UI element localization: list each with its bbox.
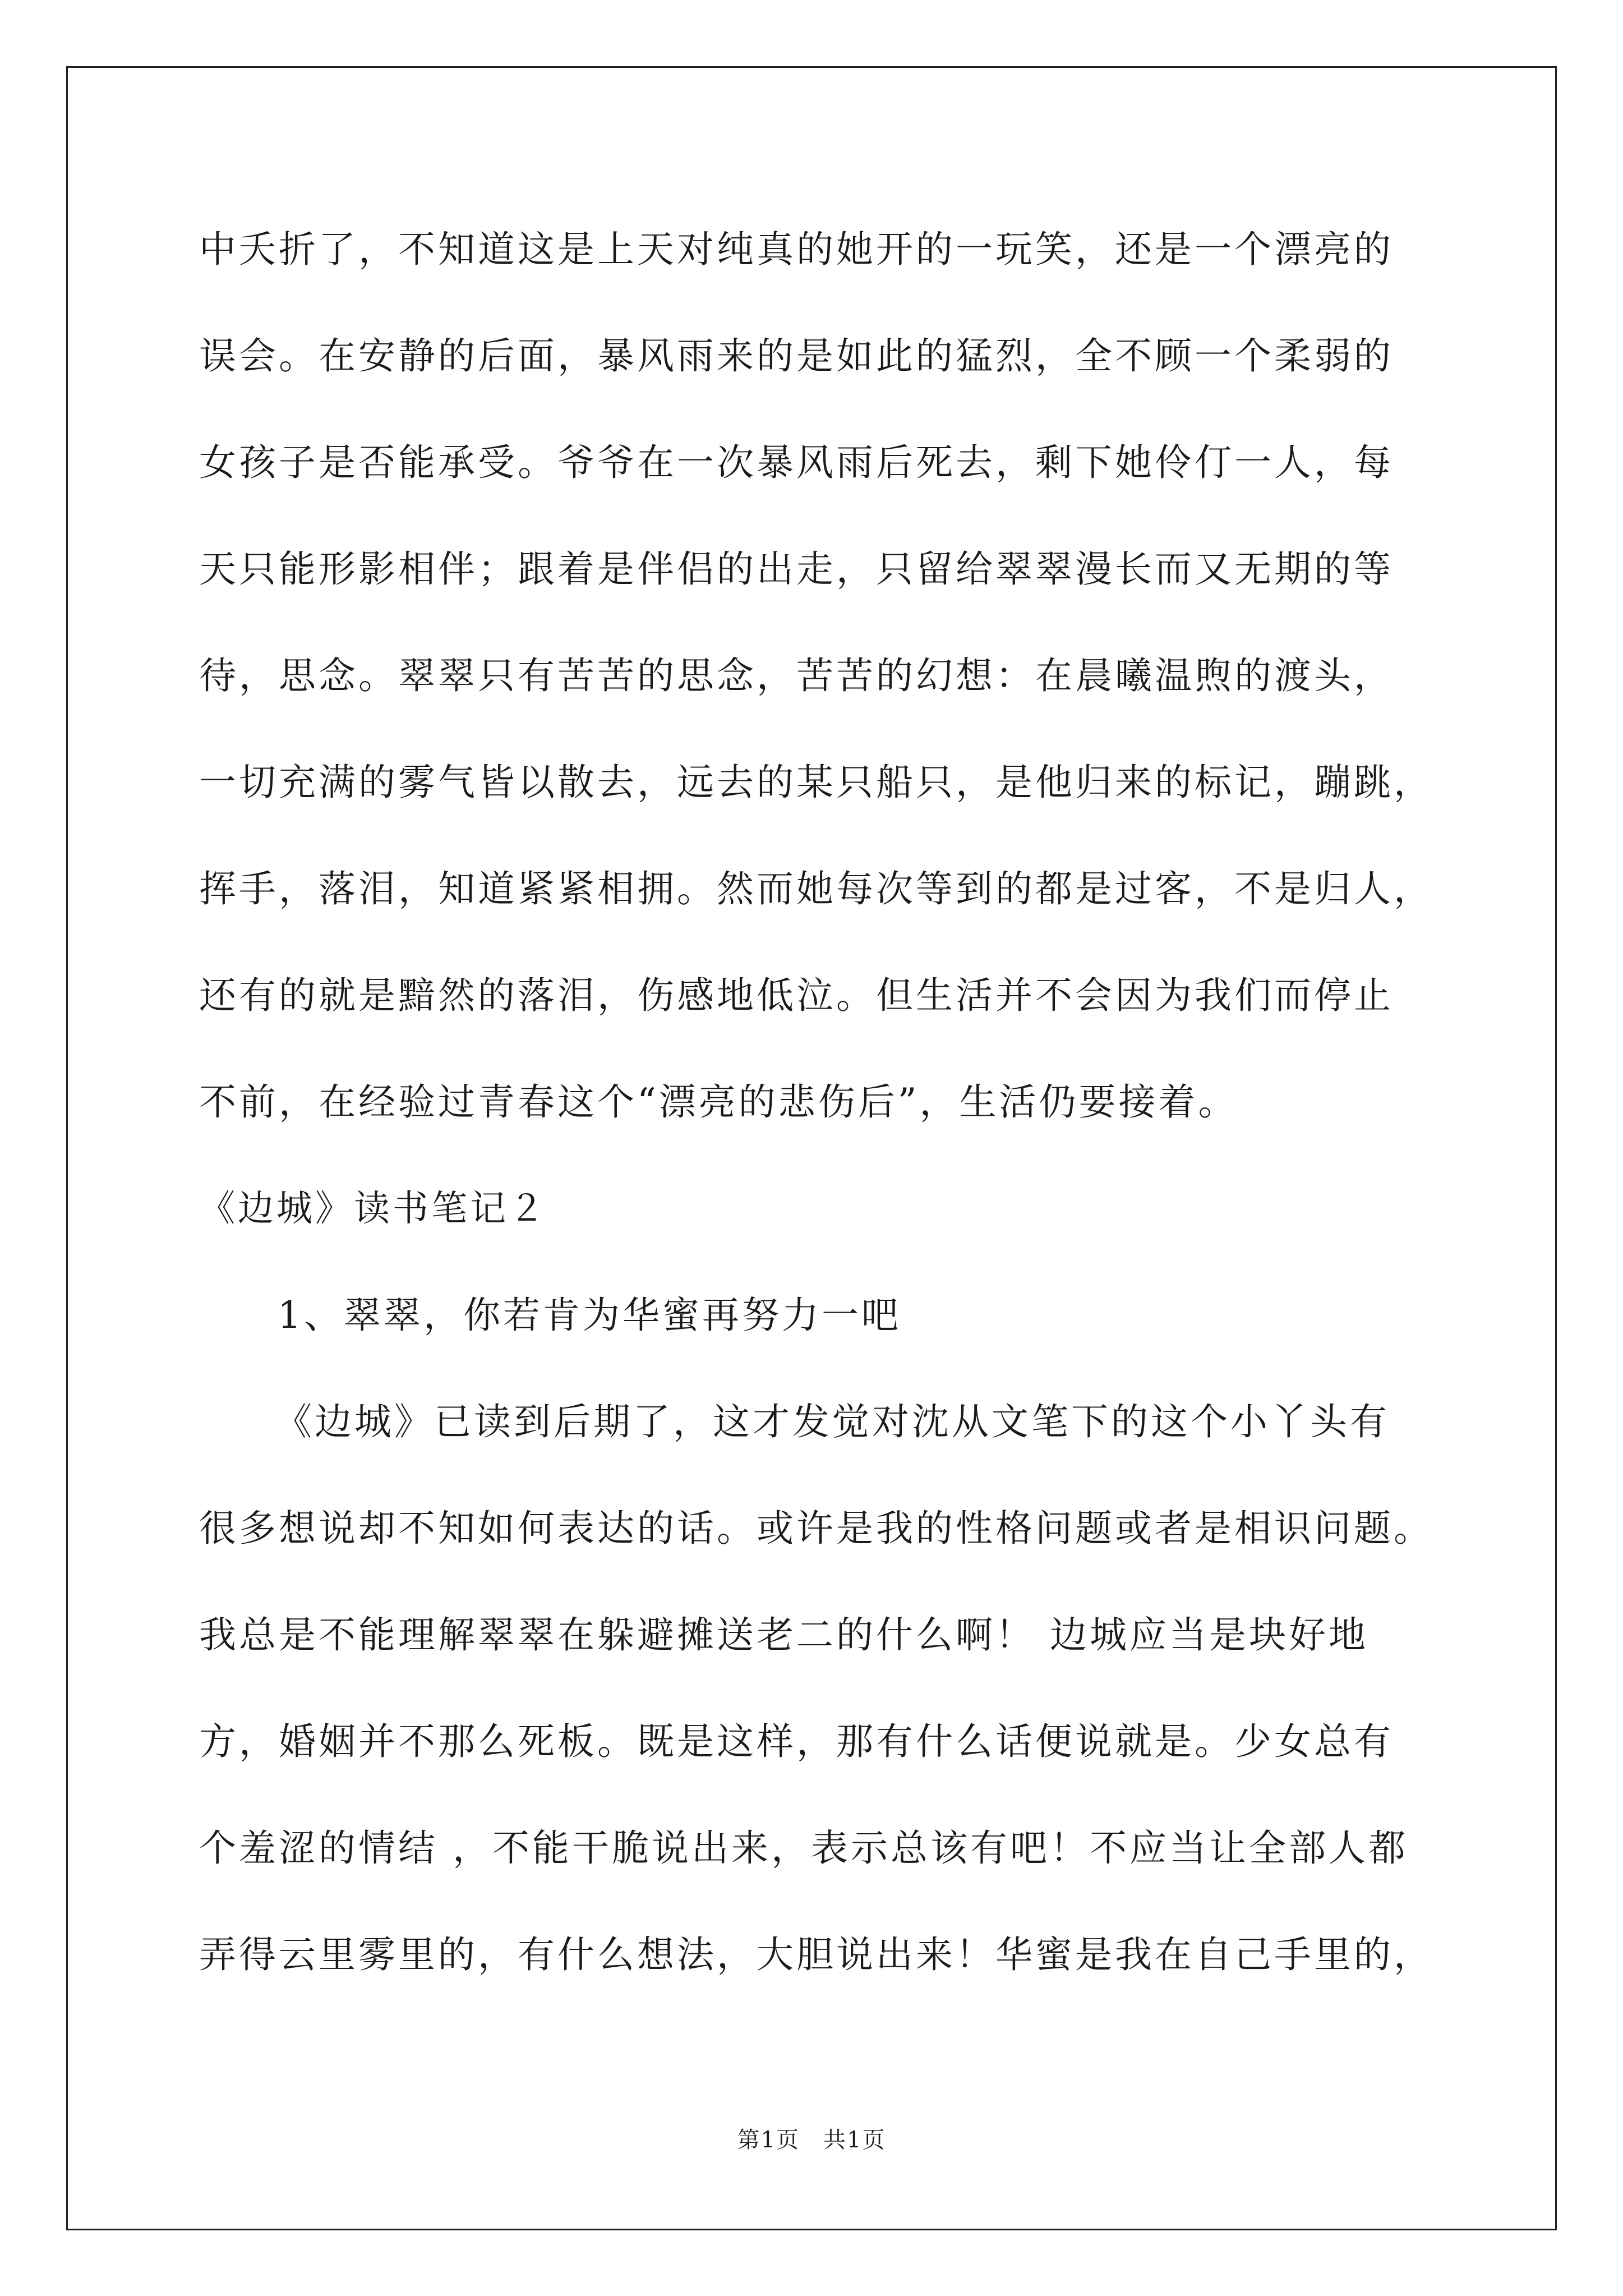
- text-line: 很多想说却不知如何表达的话。或许是我的性格问题或者是相识问题。: [199, 1507, 1433, 1550]
- text-line: 待，思念。翠翠只有苦苦的思念，苦苦的幻想：在晨曦温煦的渡头，: [199, 654, 1394, 697]
- text-line: 《边城》已读到后期了，这才发觉对沈从文笔下的这个小丫头有: [275, 1400, 1390, 1443]
- text-line: 弄得云里雾里的，有什么想法，大胆说出来！华蜜是我在自己手里的，: [199, 1933, 1433, 1976]
- section-heading: 《边城》读书笔记２: [199, 1188, 547, 1230]
- text-line: 女孩子是否能承受。爷爷在一次暴风雨后死去，剩下她伶仃一人，每: [199, 441, 1394, 484]
- text-line: 中夭折了，不知道这是上天对纯真的她开的一玩笑，还是一个漂亮的: [199, 228, 1394, 271]
- page-number-footer: 第1页 共1页: [737, 2127, 886, 2153]
- text-line: 不前，在经验过青春这个“漂亮的悲伤后”，生活仍要接着。: [199, 1080, 1238, 1124]
- text-line: 误会。在安静的后面，暴风雨来的是如此的猛烈，全不顾一个柔弱的: [199, 334, 1394, 378]
- text-line: 我总是不能理解翠翠在躲避摊送老二的什么啊！ 边城应当是块好地: [199, 1613, 1368, 1657]
- text-line: 方，婚姻并不那么死板。既是这样，那有什么话便说就是。少女总有: [199, 1720, 1394, 1763]
- list-item: 1、翠翠，你若肯为华蜜再努力一吧: [278, 1294, 901, 1337]
- text-line: 天只能形影相伴；跟着是伴侣的出走，只留给翠翠漫长而又无期的等: [199, 547, 1394, 591]
- text-line: 挥手，落泪，知道紧紧相拥。然而她每次等到的都是过客，不是归人，: [199, 867, 1433, 910]
- text-line: 还有的就是黯然的落泪，伤感地低泣。但生活并不会因为我们而停止: [199, 974, 1394, 1017]
- text-line: 个羞涩的情结 ，不能干脆说出来，表示总该有吧！不应当让全部人都: [199, 1826, 1408, 1870]
- text-line: 一切充满的雾气皆以散去，远去的某只船只，是他归来的标记，蹦跳，: [199, 761, 1433, 804]
